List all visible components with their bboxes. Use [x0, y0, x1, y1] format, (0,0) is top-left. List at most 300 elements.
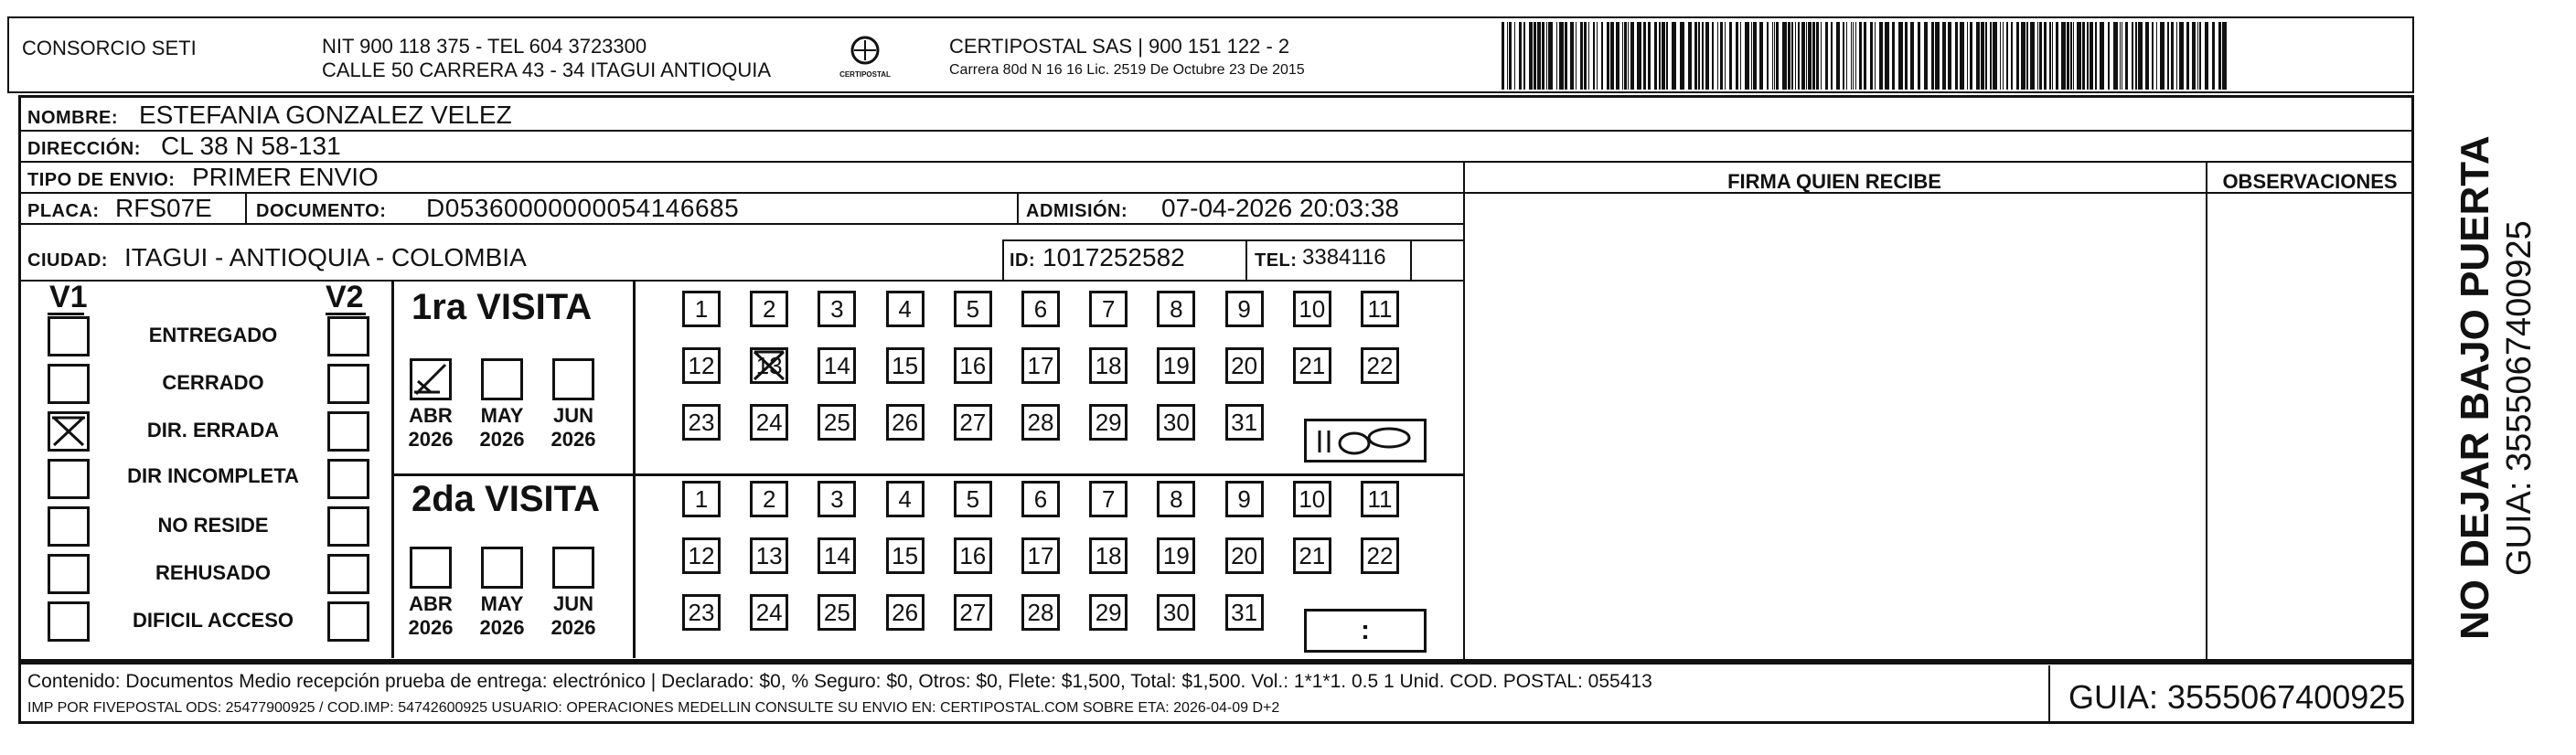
- second-day-box[interactable]: [1225, 481, 1264, 517]
- certipostal-logo: [832, 35, 898, 90]
- barcode-bar: [1622, 22, 1623, 90]
- barcode-bar: [1990, 22, 1992, 90]
- barcode-bar: [1529, 22, 1533, 90]
- first-day-number: 3: [830, 294, 844, 323]
- first-day-number: 7: [1101, 294, 1116, 323]
- first-day-box[interactable]: [1225, 291, 1264, 327]
- nombre-label: NOMBRE:: [27, 108, 119, 128]
- barcode-bar: [2095, 22, 2097, 90]
- barcode-bar: [2052, 22, 2053, 90]
- barcode-bar: [1806, 22, 1807, 90]
- footer-imp: IMP POR FIVEPOSTAL ODS: 25477900925 / COD.IMP: 54742600925 USUARIO: OPERACIONES MEDELLIN CONSULTE SU ENVIO EN: CERTIPOSTAL.COM SOBRE ETA: 2026-04-09 D+2: [27, 700, 1280, 716]
- barcode-bar: [1801, 22, 1805, 90]
- first-month-year: 2026: [479, 428, 525, 451]
- first-day-box[interactable]: [1293, 291, 1331, 327]
- barcode-bar: [2138, 22, 2143, 90]
- barcode-bar: [1970, 22, 1972, 90]
- reason-label: DIR INCOMPLETA: [127, 464, 299, 487]
- v1-checkbox[interactable]: [48, 411, 90, 452]
- second-month-checkbox[interactable]: [481, 547, 523, 589]
- second-day-number: 1: [694, 484, 709, 513]
- first-day-number: 29: [1095, 408, 1122, 436]
- barcode-bar: [2199, 22, 2201, 90]
- barcode-bar: [2077, 22, 2081, 90]
- barcode-bar: [1772, 22, 1773, 90]
- v1-checkbox[interactable]: [48, 459, 90, 499]
- check-mark-icon: [50, 414, 87, 449]
- barcode-bar: [1816, 22, 1819, 90]
- first-day-number: 2: [762, 294, 776, 323]
- admision-label: ADMISIÓN:: [1026, 201, 1128, 221]
- ciudad-value: ITAGUI - ANTIOQUIA - COLOMBIA: [124, 243, 527, 271]
- first-day-number: 25: [823, 408, 850, 436]
- footer-guia: GUIA: 3555067400925: [2068, 678, 2406, 716]
- barcode-bar: [1576, 22, 1577, 90]
- barcode-bar: [1885, 22, 1889, 90]
- first-day-box[interactable]: [818, 404, 856, 441]
- barcode-bar: [2192, 22, 2196, 90]
- second-day-number: 29: [1095, 598, 1122, 626]
- barcode-bar: [1960, 22, 1964, 90]
- barcode-bar: [2090, 22, 2093, 90]
- second-day-box[interactable]: [818, 481, 856, 517]
- second-day-number: 5: [966, 484, 980, 513]
- second-day-number: 20: [1231, 541, 1258, 569]
- barcode-bar: [1546, 22, 1547, 90]
- v2-checkbox[interactable]: [327, 316, 369, 356]
- barcode-bar: [1637, 22, 1641, 90]
- second-day-box[interactable]: [682, 481, 721, 517]
- barcode-bar: [1767, 22, 1769, 90]
- second-day-box[interactable]: [1293, 481, 1331, 517]
- barcode-bar: [1570, 22, 1574, 90]
- tipo-label: TIPO DE ENVIO:: [27, 170, 176, 190]
- barcode-bar: [1601, 22, 1603, 90]
- barcode-bar: [1654, 22, 1657, 90]
- barcode-bar: [2049, 22, 2051, 90]
- barcode-bar: [2186, 22, 2189, 90]
- barcode-bar: [2016, 22, 2019, 90]
- second-month-checkbox[interactable]: [552, 547, 594, 589]
- footer-contenido: Contenido: Documentos Medio recepción prueba de entrega: electrónico | Declarado: $0, % Seguro: $0, Otros: $0, Flete: $1,500, Total: $1,500. Vol.: 1*1*1. 0.5 1 Unid. COD. POSTAL: 055413: [27, 671, 1652, 692]
- second-day-number: 16: [959, 541, 987, 569]
- barcode-bar: [2030, 22, 2035, 90]
- first-day-number: 30: [1162, 408, 1190, 436]
- logo-icon: [847, 35, 883, 66]
- first-day-number: 19: [1162, 351, 1190, 379]
- id-label: ID:: [1010, 250, 1036, 271]
- second-day-box[interactable]: [886, 481, 925, 517]
- second-month-year: 2026: [550, 616, 596, 639]
- first-day-box[interactable]: [1157, 347, 1195, 384]
- barcode-bar: [1788, 22, 1790, 90]
- barcode-bar: [2100, 22, 2104, 90]
- second-day-box[interactable]: [886, 537, 925, 574]
- first-day-box[interactable]: [1089, 291, 1128, 327]
- barcode-bar: [1859, 22, 1862, 90]
- barcode-bar: [2037, 22, 2038, 90]
- second-day-number: 27: [959, 598, 987, 626]
- certipostal-nit: CERTIPOSTAL SAS | 900 151 122 - 2: [949, 35, 1290, 58]
- barcode-bar: [2205, 22, 2208, 90]
- barcode-bar: [1662, 22, 1665, 90]
- barcode-bar: [1774, 22, 1775, 90]
- barcode-bar: [1851, 22, 1852, 90]
- v2-checkbox[interactable]: [327, 554, 369, 594]
- barcode-bar: [1870, 22, 1873, 90]
- barcode-bar: [1610, 22, 1614, 90]
- first-day-box[interactable]: [954, 404, 992, 441]
- barcode-bar: [1628, 22, 1629, 90]
- first-month-year: 2026: [550, 428, 596, 451]
- barcode-bar: [1924, 22, 1928, 90]
- barcode-bar: [1680, 22, 1684, 90]
- barcode-bar: [1759, 22, 1763, 90]
- reason-label: REHUSADO: [155, 561, 271, 584]
- first-day-number: 21: [1299, 351, 1326, 379]
- first-visit-time-box[interactable]: [1304, 419, 1427, 463]
- second-month-checkbox[interactable]: [410, 547, 452, 589]
- second-day-box[interactable]: [1361, 537, 1399, 574]
- second-day-number: 11: [1367, 484, 1393, 513]
- barcode-bar: [1584, 22, 1587, 90]
- barcode-bar: [1672, 22, 1676, 90]
- second-month-name: ABR: [409, 592, 453, 615]
- first-day-box[interactable]: [1361, 347, 1399, 384]
- second-day-box[interactable]: [1157, 537, 1195, 574]
- cross-mark-icon: [753, 350, 786, 381]
- documento-value: D05360000000054146685: [426, 194, 740, 222]
- barcode-bar: [2132, 22, 2133, 90]
- first-day-number: 26: [892, 408, 919, 436]
- v2-checkbox[interactable]: [327, 411, 369, 452]
- barcode-bar: [2003, 22, 2004, 90]
- barcode-bar: [1976, 22, 1980, 90]
- first-day-box[interactable]: [1021, 347, 1060, 384]
- barcode-bar: [1948, 22, 1951, 90]
- logo-text: CERTIPOSTAL: [839, 70, 891, 79]
- first-day-number: 18: [1095, 351, 1122, 379]
- first-day-number: 12: [688, 351, 715, 379]
- second-day-number: 9: [1237, 484, 1251, 513]
- barcode-bar: [2145, 22, 2149, 90]
- barcode-bar: [1556, 22, 1557, 90]
- side-no-dejar: NO DEJAR BAJO PUERTA: [2453, 135, 2497, 640]
- barcode-bar: [2160, 22, 2164, 90]
- second-day-box[interactable]: [682, 537, 721, 574]
- second-day-box[interactable]: [1021, 481, 1060, 517]
- barcode-bar: [2222, 22, 2227, 90]
- first-day-box[interactable]: [818, 291, 856, 327]
- barcode-bar: [1509, 22, 1512, 90]
- first-day-number: 31: [1231, 408, 1258, 436]
- second-day-number: 15: [892, 541, 919, 569]
- barcode-bar: [2073, 22, 2074, 90]
- first-day-box[interactable]: [750, 291, 788, 327]
- first-day-box[interactable]: [682, 347, 721, 384]
- second-day-box[interactable]: [818, 537, 856, 574]
- second-day-box[interactable]: [1225, 594, 1264, 631]
- barcode-bar: [1825, 22, 1828, 90]
- barcode-bar: [2011, 22, 2013, 90]
- first-day-number: 24: [755, 408, 783, 436]
- barcode-bar: [1846, 22, 1847, 90]
- second-day-number: 17: [1027, 541, 1054, 569]
- v1-checkbox[interactable]: [48, 506, 90, 547]
- tel-value: 3384116: [1302, 245, 1386, 270]
- barcode-bar: [1666, 22, 1668, 90]
- reason-label: ENTREGADO: [148, 324, 278, 346]
- v1-checkbox[interactable]: [48, 316, 90, 356]
- tipo-value: PRIMER ENVIO: [192, 163, 379, 191]
- barcode-bar: [1597, 22, 1598, 90]
- barcode-bar: [1616, 22, 1619, 90]
- second-day-number: 4: [898, 484, 912, 513]
- first-day-box[interactable]: [886, 347, 925, 384]
- first-day-box[interactable]: [750, 347, 788, 384]
- second-day-number: 14: [823, 541, 850, 569]
- barcode-bar: [2120, 22, 2121, 90]
- second-day-number: 3: [830, 484, 844, 513]
- second-day-box[interactable]: [954, 594, 992, 631]
- second-day-number: 21: [1299, 541, 1326, 569]
- first-month-checkbox[interactable]: [410, 358, 452, 400]
- second-day-box[interactable]: [818, 594, 856, 631]
- admision-value: 07-04-2026 20:03:38: [1161, 194, 1399, 222]
- barcode-bar: [2212, 22, 2215, 90]
- side-guia: GUIA: 3555067400925: [2500, 220, 2539, 576]
- second-day-box[interactable]: [1293, 537, 1331, 574]
- first-day-box[interactable]: [1089, 347, 1128, 384]
- v1-checkbox[interactable]: [48, 601, 90, 642]
- nit-tel: NIT 900 118 375 - TEL 604 3723300: [322, 35, 647, 58]
- barcode-bar: [1729, 22, 1732, 90]
- second-day-box[interactable]: [750, 481, 788, 517]
- barcode-bar: [1905, 22, 1908, 90]
- id-value: 1017252582: [1042, 243, 1185, 271]
- barcode-bar: [2108, 22, 2110, 90]
- first-day-box[interactable]: [886, 291, 925, 327]
- first-day-box[interactable]: [1157, 291, 1195, 327]
- v2-checkbox[interactable]: [327, 459, 369, 499]
- barcode-bar: [1753, 22, 1757, 90]
- barcode-bar: [2021, 22, 2026, 90]
- first-day-box[interactable]: [1089, 404, 1128, 441]
- barcode-bar: [1698, 22, 1700, 90]
- second-day-box[interactable]: [1021, 537, 1060, 574]
- second-day-number: 22: [1366, 541, 1394, 569]
- v2-checkbox[interactable]: [327, 364, 369, 404]
- second-day-number: 26: [892, 598, 919, 626]
- direccion-value: CL 38 N 58-131: [161, 132, 341, 160]
- first-month-checkbox[interactable]: [481, 358, 523, 400]
- first-day-box[interactable]: [954, 291, 992, 327]
- first-day-number: 14: [823, 351, 850, 379]
- first-day-number: 4: [898, 294, 912, 323]
- barcode-bar: [1607, 22, 1609, 90]
- first-day-box[interactable]: [886, 404, 925, 441]
- barcode-bar: [1717, 22, 1718, 90]
- barcode-bar: [1791, 22, 1793, 90]
- tel-label: TEL:: [1255, 250, 1298, 271]
- second-day-box[interactable]: [886, 594, 925, 631]
- second-day-box[interactable]: [1089, 594, 1128, 631]
- barcode-bar: [1593, 22, 1595, 90]
- barcode-bar: [1855, 22, 1856, 90]
- first-day-number: 1: [694, 294, 709, 323]
- barcode-bar: [1712, 22, 1714, 90]
- first-day-number: 28: [1027, 408, 1054, 436]
- second-day-number: 12: [688, 541, 715, 569]
- barcode-bar: [1534, 22, 1536, 90]
- barcode-bar: [1910, 22, 1914, 90]
- first-month-name: ABR: [409, 404, 453, 427]
- barcode-bar: [2061, 22, 2066, 90]
- second-day-box[interactable]: [1089, 481, 1128, 517]
- second-day-box[interactable]: [1361, 481, 1399, 517]
- reason-label: DIFICIL ACCESO: [132, 609, 294, 632]
- barcode-bar: [1864, 22, 1866, 90]
- second-day-box[interactable]: [750, 537, 788, 574]
- second-day-number: 28: [1027, 598, 1054, 626]
- barcode-bar: [1659, 22, 1661, 90]
- v2-checkbox[interactable]: [327, 506, 369, 547]
- barcode-bar: [1875, 22, 1876, 90]
- first-day-box[interactable]: [1021, 291, 1060, 327]
- second-day-number: 7: [1101, 484, 1116, 513]
- second-visit-title: 2da VISITA: [412, 479, 600, 519]
- barcode-bar: [1967, 22, 1968, 90]
- firma-area[interactable]: [1467, 196, 2202, 658]
- barcode-bar: [1648, 22, 1651, 90]
- second-day-box[interactable]: [1089, 537, 1128, 574]
- barcode-bar: [1588, 22, 1589, 90]
- barcode-bar: [1836, 22, 1840, 90]
- barcode-bar: [1720, 22, 1723, 90]
- first-day-box[interactable]: [1021, 404, 1060, 441]
- second-day-number: 19: [1162, 541, 1190, 569]
- first-month-checkbox[interactable]: [552, 358, 594, 400]
- barcode-bar: [2067, 22, 2069, 90]
- barcode-bar: [2056, 22, 2058, 90]
- barcode-bar: [1548, 22, 1553, 90]
- v1-checkbox[interactable]: [48, 364, 90, 404]
- barcode-bar: [1981, 22, 1984, 90]
- handwritten-time: [1307, 421, 1424, 460]
- first-day-box[interactable]: [1293, 347, 1331, 384]
- barcode-bar: [1843, 22, 1844, 90]
- reason-label: NO RESIDE: [157, 514, 269, 537]
- second-day-number: 30: [1162, 598, 1190, 626]
- barcode-bar: [1519, 22, 1522, 90]
- second-day-number: 6: [1033, 484, 1048, 513]
- second-month-year: 2026: [408, 616, 454, 639]
- second-day-box[interactable]: [682, 594, 721, 631]
- first-day-box[interactable]: [682, 291, 721, 327]
- barcode-bar: [1542, 22, 1545, 90]
- second-day-number: 13: [755, 541, 783, 569]
- v2-label: V2: [326, 280, 364, 314]
- first-day-box[interactable]: [1157, 404, 1195, 441]
- barcode-bar: [2026, 22, 2028, 90]
- second-day-box[interactable]: [954, 537, 992, 574]
- first-month-name: MAY: [480, 404, 524, 427]
- first-day-number: 8: [1170, 294, 1183, 323]
- first-day-box[interactable]: [1225, 404, 1264, 441]
- barcode-bar: [1624, 22, 1627, 90]
- second-visit-time-box[interactable]: [1304, 609, 1427, 653]
- first-day-box[interactable]: [1225, 347, 1264, 384]
- v2-checkbox[interactable]: [327, 601, 369, 642]
- barcode-bar: [1782, 22, 1787, 90]
- documento-label: DOCUMENTO:: [256, 201, 387, 221]
- barcode-bar: [2044, 22, 2047, 90]
- first-day-number: 15: [892, 351, 919, 379]
- first-day-box[interactable]: [682, 404, 721, 441]
- barcode-bar: [1821, 22, 1822, 90]
- barcode-bar: [1702, 22, 1704, 90]
- first-day-box[interactable]: [1361, 291, 1399, 327]
- first-day-box[interactable]: [954, 347, 992, 384]
- company-address: CALLE 50 CARRERA 43 - 34 ITAGUI ANTIOQUIA: [322, 58, 772, 81]
- barcode-bar: [1725, 22, 1726, 90]
- second-day-box[interactable]: [1021, 594, 1060, 631]
- second-day-box[interactable]: [1157, 481, 1195, 517]
- barcode-bar: [1630, 22, 1634, 90]
- barcode-bar: [2087, 22, 2089, 90]
- barcode-bar: [1892, 22, 1895, 90]
- second-month-year: 2026: [479, 616, 525, 639]
- direccion-label: DIRECCIÓN:: [27, 139, 141, 159]
- check-mark-icon: [412, 361, 449, 398]
- second-day-number: 24: [755, 598, 783, 626]
- barcode-bar: [2197, 22, 2198, 90]
- first-day-number: 20: [1231, 351, 1258, 379]
- second-day-box[interactable]: [750, 594, 788, 631]
- company-name: CONSORCIO SETI: [22, 37, 197, 59]
- barcode-bar: [2006, 22, 2008, 90]
- first-month-name: JUN: [552, 404, 593, 427]
- second-day-box[interactable]: [1225, 537, 1264, 574]
- nombre-value: ESTEFANIA GONZALEZ VELEZ: [139, 101, 512, 129]
- second-day-number: 31: [1231, 598, 1258, 626]
- second-day-number: 18: [1095, 541, 1122, 569]
- barcode-bar: [1898, 22, 1903, 90]
- barcode-bar: [1831, 22, 1833, 90]
- second-day-box[interactable]: [954, 481, 992, 517]
- barcode-bar: [1740, 22, 1741, 90]
- barcode-bar: [1580, 22, 1583, 90]
- barcode-bar: [1955, 22, 1958, 90]
- first-day-number: 5: [966, 294, 980, 323]
- second-month-name: MAY: [480, 592, 524, 615]
- second-day-box[interactable]: [1157, 594, 1195, 631]
- v1-checkbox[interactable]: [48, 554, 90, 594]
- first-day-box[interactable]: [818, 347, 856, 384]
- barcode-bar: [2176, 22, 2177, 90]
- reason-label: DIR. ERRADA: [146, 419, 280, 441]
- second-visit-time-value: :: [1361, 615, 1370, 645]
- side-text-wrap: [2414, 91, 2570, 658]
- observaciones-area[interactable]: [2209, 196, 2410, 658]
- barcode-bar: [2113, 22, 2118, 90]
- first-day-box[interactable]: [750, 404, 788, 441]
- barcode-bar: [2156, 22, 2157, 90]
- placa-value: RFS07E: [115, 194, 212, 222]
- barcode-bar: [2179, 22, 2184, 90]
- barcode-bar: [1853, 22, 1854, 90]
- barcode-bar: [1643, 22, 1646, 90]
